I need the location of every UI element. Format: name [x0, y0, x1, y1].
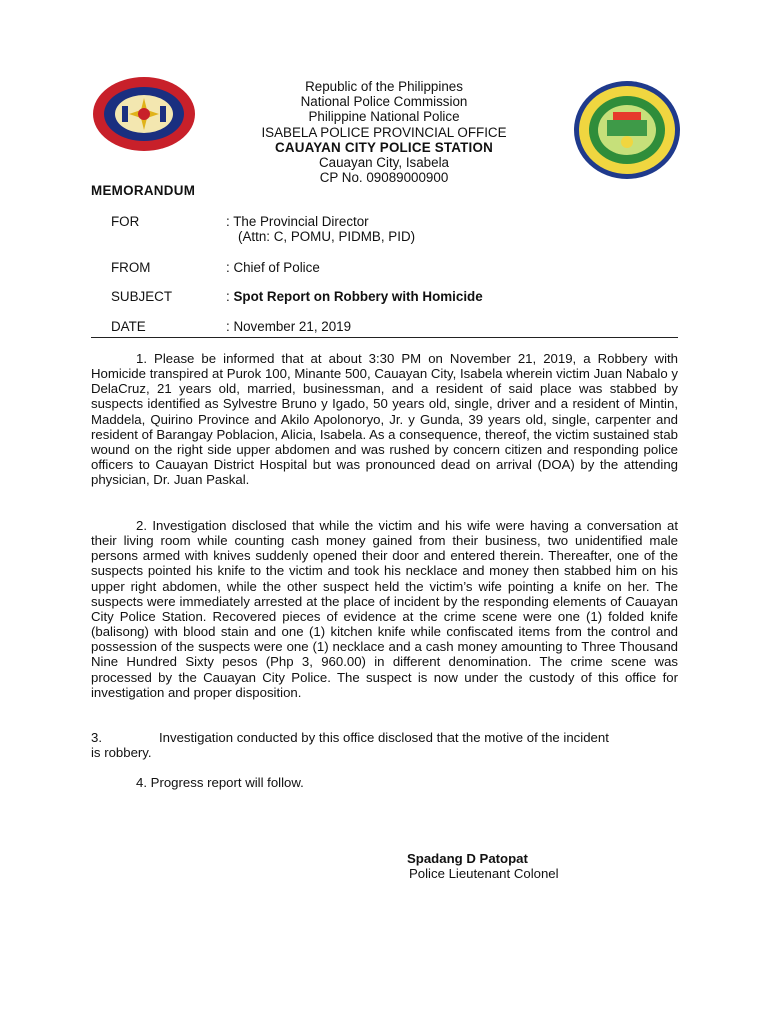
subject-value: Spot Report on Robbery with Homicide [233, 289, 483, 304]
for-label: FOR [111, 214, 140, 229]
paragraph-2 [91, 518, 678, 700]
paragraph-3-text: Investigation conducted by this office disclosed that the motive of the incident [159, 730, 609, 745]
subject-colon: : [226, 289, 234, 304]
subject-value-wrap [226, 289, 483, 304]
from-label: FROM [111, 260, 151, 275]
paragraph-4: 4. Progress report will follow. [136, 775, 304, 790]
for-value: : The Provincial Director [226, 214, 369, 229]
header-station: CAUAYAN CITY POLICE STATION [275, 139, 493, 155]
from-value: : Chief of Police [226, 260, 320, 275]
header-city: Cauayan City, Isabela [318, 155, 449, 171]
paragraph-3-continued: is robbery. [91, 745, 152, 760]
header-pnp: Philippine National Police [308, 109, 460, 125]
paragraph-3-number: 3. [91, 730, 102, 745]
paragraph-1 [91, 351, 678, 487]
paragraph-3 [91, 730, 678, 745]
date-value: : November 21, 2019 [226, 319, 352, 334]
paragraph-1-text: 1. Please be informed that at about 3:30 PM on November 21, 2019, a Robbery with Homicide transpired at Purok 100, Minante 500, Cauayan City, Isabela wherein victim Juan Nabalo y DelaCruz, 21 years old, married, businessman, and a resident of said place was stabbed by suspects identified as Sylvestre Bruno y Igado, 50 years old, single, driver and a resident of Mintin, Maddela, Quirino Province and Akilo Apolonoryo, Jr. y Gunda, 39 years old, single, carpenter and resident of Barangay Poblacion, Alicia, Isabela. As a consequence, thereof, the victim sustained stab wound on the right side upper abdomen and was rushed by concern citizen and responding police officers to Cauayan District Hospital but was pronounced dead on arrival (DOA) by the attending physician, Dr. Juan Paskal. [91, 351, 678, 488]
subject-label: SUBJECT [111, 289, 173, 304]
date-label: DATE [111, 319, 146, 334]
paragraph-2-text: 2. Investigation disclosed that while the victim and his wife were having a conversation at their living room while counting cash money gained from their business, two unidentified male persons armed with knives suddenly opened their door and entered therein. Thereafter, one of the suspects pointed his knife to the victim and took his necklace and money then stabbed him on his upper right abdomen, while the other suspect held the victim’s wife pointing a knife on her. The suspects were immediately arrested at the place of incident by the responding elements of Cauayan City Police Station. Recovered pieces of evidence at the crime scene were one (1) folded knife (balisong) with blood stain and one (1) kitchen knife while confiscated items from the control and possession of the suspects were one (1) necklace and a cash money amounting to Three Thousand Nine Hundred Sixty pesos (Php 3, 960.00) in different denomination. The crime scene was processed by the Cauayan City Police. The suspect is now under the custody of this office for investigation and proper disposition. [91, 518, 678, 700]
header-provincial-office: ISABELA POLICE PROVINCIAL OFFICE [261, 124, 507, 140]
signatory-name: Spadang D Patopat [407, 851, 528, 866]
letterhead [190, 79, 578, 185]
header-republic: Republic of the Philippines [305, 79, 463, 94]
header-cp-number: CP No. 09089000900 [319, 170, 449, 186]
cauayan-police-seal-logo [573, 80, 681, 180]
memorandum-title: MEMORANDUM [91, 183, 196, 198]
header-divider [91, 337, 678, 338]
signatory-title: Police Lieutenant Colonel [409, 866, 559, 881]
header-napolcom: National Police Commission [300, 94, 468, 110]
for-attn: (Attn: C, POMU, PIDMB, PID) [238, 229, 416, 244]
pnp-seal-logo [92, 76, 196, 152]
